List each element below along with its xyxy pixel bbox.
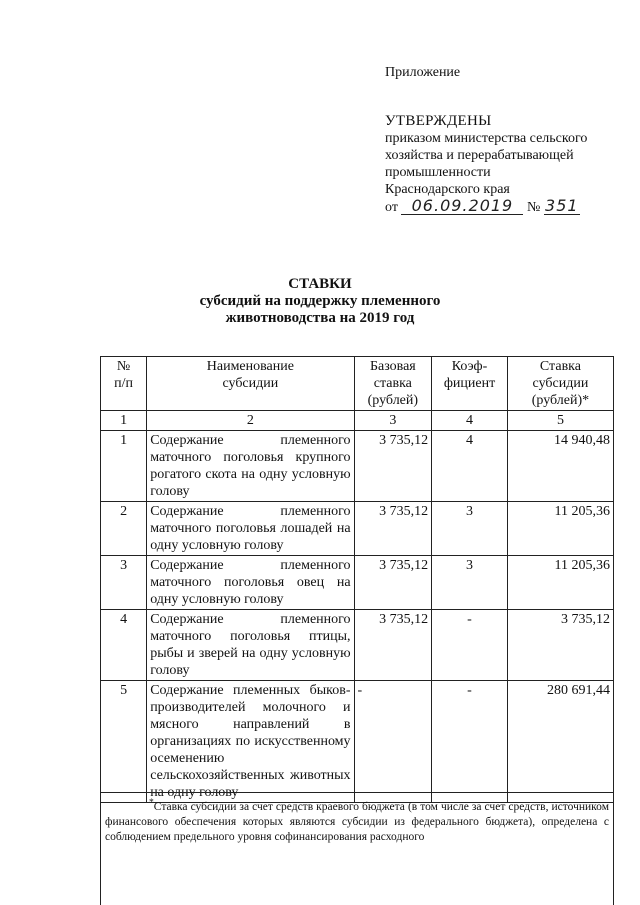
approval-line: приказом министерства сельского (385, 131, 588, 146)
header-base: Базовая ставка (рублей) (354, 357, 432, 411)
approval-line: хозяйства и перерабатывающей (385, 148, 574, 163)
approval-line: Краснодарского края (385, 182, 510, 197)
row-base: 3 735,12 (354, 610, 432, 681)
row-num: 4 (101, 610, 147, 681)
row-base: - (354, 681, 432, 803)
row-num: 5 (101, 681, 147, 803)
row-coef: 3 (432, 556, 508, 610)
rates-table (100, 356, 614, 803)
approval-block (385, 64, 620, 216)
from-label: от (385, 200, 398, 215)
row-rate: 280 691,44 (507, 681, 613, 803)
title-main: СТАВКИ (288, 276, 352, 292)
footnote (100, 792, 614, 905)
index-cell: 2 (147, 411, 354, 431)
row-coef: - (432, 681, 508, 803)
row-coef: - (432, 610, 508, 681)
index-cell: 3 (354, 411, 432, 431)
footnote-text: Ставка субсидии за счет средств краевого бюджета (в том числе за счет средств, источником финансового обеспечения которых являются субсидии из федерального бюджета), определена с соблюдением предельного уровня софинансирования расходного (105, 800, 609, 843)
row-name: Содержание племенного маточного поголовья лошадей на одну условную голову (147, 502, 354, 556)
approved-heading: УТВЕРЖДЕНЫ (385, 113, 492, 129)
index-cell: 5 (507, 411, 613, 431)
row-num: 1 (101, 431, 147, 502)
row-name: Содержание племенного маточного поголовья овец на одну условную голову (147, 556, 354, 610)
row-name: Содержание племенных быков-производителей молочного и мясного направлений в организациях по искусственному осеменению сельскохозяйственных животных на одну голову (147, 681, 354, 803)
table-row (101, 610, 614, 681)
document-title (0, 276, 640, 327)
row-name: Содержание племенного маточного поголовья птицы, рыбы и зверей на одну условную голову (147, 610, 354, 681)
index-cell: 4 (432, 411, 508, 431)
row-rate: 11 205,36 (507, 556, 613, 610)
row-base: 3 735,12 (354, 556, 432, 610)
header-row (101, 357, 614, 411)
order-date: 06.09.2019 (401, 198, 523, 215)
table-row (101, 556, 614, 610)
order-number: 351 (545, 196, 579, 215)
title-sub: животноводства на 2019 год (225, 310, 415, 326)
header-coef: Коэф- фициент (432, 357, 508, 411)
row-base: 3 735,12 (354, 502, 432, 556)
index-cell: 1 (101, 411, 147, 431)
table-row (101, 681, 614, 803)
row-coef: 3 (432, 502, 508, 556)
header-rate: Ставка субсидии (рублей)* (507, 357, 613, 411)
row-rate: 3 735,12 (507, 610, 613, 681)
table-row (101, 431, 614, 502)
header-num: № п/п (101, 357, 147, 411)
row-base: 3 735,12 (354, 431, 432, 502)
title-sub: субсидий на поддержку племенного (199, 293, 441, 309)
table-row (101, 502, 614, 556)
number-label: № (526, 200, 541, 215)
row-num: 3 (101, 556, 147, 610)
order-line (385, 198, 620, 216)
row-coef: 4 (432, 431, 508, 502)
row-rate: 14 940,48 (507, 431, 613, 502)
row-name: Содержание племенного маточного поголовья крупного рогатого скота на одну условную голову (147, 431, 354, 502)
row-rate: 11 205,36 (507, 502, 613, 556)
header-name: Наименование субсидии (147, 357, 354, 411)
approval-line: промышленности (385, 165, 491, 180)
row-num: 2 (101, 502, 147, 556)
appendix-label: Приложение (385, 65, 461, 80)
footnote-marker: * (149, 797, 154, 808)
index-row (101, 411, 614, 431)
